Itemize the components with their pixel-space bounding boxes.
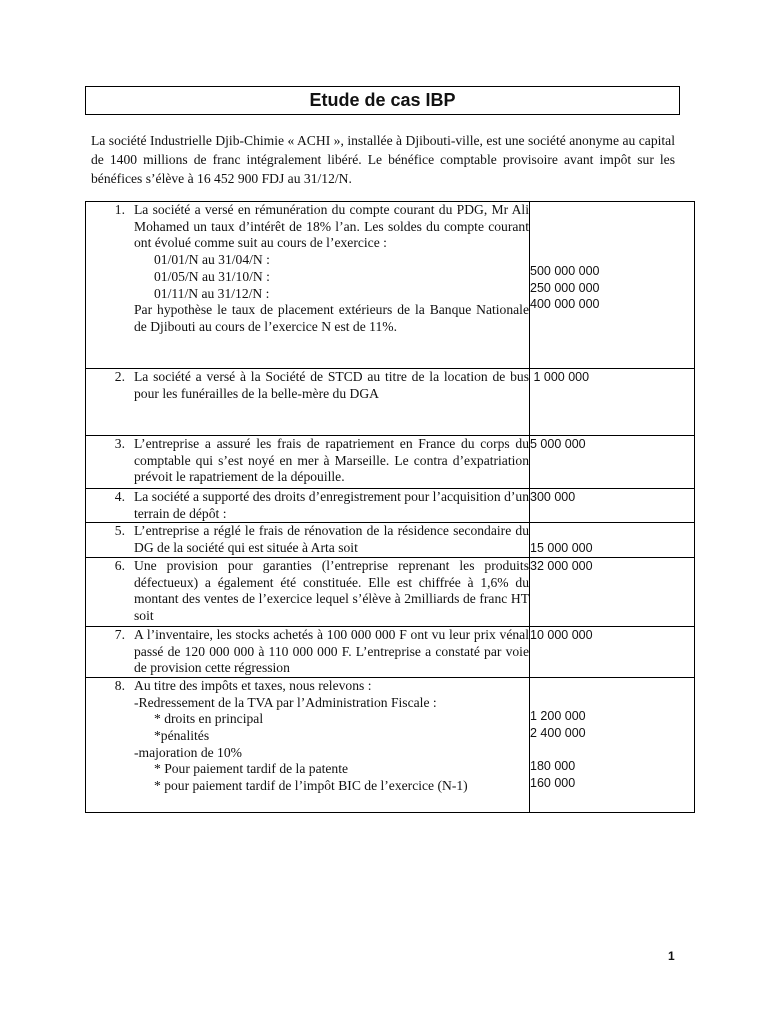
table-row xyxy=(86,489,695,523)
table-row xyxy=(86,436,695,489)
item-description xyxy=(86,489,530,523)
item-amount: 32 000 000 xyxy=(530,557,695,626)
tax-line: * pour paiement tardif de l’impôt BIC de l’exercice (N-1) xyxy=(154,778,468,794)
item-text: La société a versé en rémunération du compte courant du PDG, Mr Ali Mohamed un taux d’intérêt de 18% l’an. Les soldes du compte courant ont évolué comme suit au cours de l’exercice : xyxy=(134,202,529,251)
item-number: 4. xyxy=(114,489,125,504)
tax-line: * Pour paiement tardif de la patente xyxy=(154,761,349,777)
item-description xyxy=(86,523,530,557)
item-text: Par hypothèse le taux de placement extérieurs de la Banque Nationale de Djibouti au cours de l’exercice N est de 11%. xyxy=(134,302,529,334)
table-row xyxy=(86,523,695,557)
amount-line: 15 000 000 xyxy=(530,541,593,556)
period-line: 01/05/N au 31/10/N : xyxy=(154,268,270,284)
item-text: -majoration de 10% xyxy=(134,744,242,760)
case-table xyxy=(85,201,695,813)
item-text: Une provision pour garanties (l’entreprise reprenant les produits défectueux) a également été constituée. Elle est chiffrée à 1,6% du montant des ventes de l’exercice lequel s’élève à 2milliards de franc HT soit xyxy=(134,557,529,623)
item-amount xyxy=(530,523,695,557)
item-amount: 10 000 000 xyxy=(530,626,695,677)
item-description xyxy=(86,677,530,812)
page-title: Etude de cas IBP xyxy=(85,86,680,115)
item-amount xyxy=(530,202,695,369)
item-amount: 300 000 xyxy=(530,489,695,523)
amount-line: 400 000 000 xyxy=(530,297,600,312)
item-text: L’entreprise a réglé le frais de rénovation de la résidence secondaire du DG de la société qui est située à Arta soit xyxy=(134,523,529,556)
table-row xyxy=(86,202,695,369)
item-description xyxy=(86,202,530,369)
tax-line: *pénalités xyxy=(154,728,210,744)
item-number: 6. xyxy=(114,557,125,573)
table-row xyxy=(86,557,695,626)
item-number: 5. xyxy=(114,523,125,539)
item-number: 2. xyxy=(114,369,125,384)
item-description xyxy=(86,557,530,626)
item-number: 8. xyxy=(114,677,125,693)
amount-line: 250 000 000 xyxy=(530,280,600,295)
intro-paragraph: La société Industrielle Djib-Chimie « ACHI », installée à Djibouti-ville, est une société anonyme au capital de 1400 millions de franc intégralement libéré. Le bénéfice comptable provisoire avant impôt sur les bénéfices s’élève à 16 452 900 FDJ au 31/12/N. xyxy=(91,133,675,186)
amount-line: 1 200 000 xyxy=(530,708,586,723)
item-description xyxy=(86,626,530,677)
item-text: La société a versé à la Société de STCD au titre de la location de bus pour les funérailles de la belle-mère du DGA xyxy=(134,369,529,401)
amount-line: 2 400 000 xyxy=(530,725,586,740)
period-line: 01/01/N au 31/04/N : xyxy=(154,252,270,268)
item-amount xyxy=(530,677,695,812)
amount-line: 180 000 xyxy=(530,759,576,774)
item-text: La société a supporté des droits d’enregistrement pour l’acquisition d’un terrain de dépôt : xyxy=(134,489,529,521)
period-line: 01/11/N au 31/12/N : xyxy=(154,285,270,301)
item-number: 7. xyxy=(114,626,125,642)
page-number: 1 xyxy=(668,949,675,963)
item-text: Au titre des impôts et taxes, nous relevons : xyxy=(134,677,372,693)
amount-line: 500 000 000 xyxy=(530,264,600,278)
item-description xyxy=(86,369,530,436)
item-number: 3. xyxy=(114,436,125,451)
table-row xyxy=(86,677,695,812)
amount-line: 160 000 xyxy=(530,775,576,790)
table-row xyxy=(86,626,695,677)
item-text: -Redressement de la TVA par l’Administration Fiscale : xyxy=(134,694,437,710)
item-text: A l’inventaire, les stocks achetés à 100 000 000 F ont vu leur prix vénal passé de 120 000 000 à 110 000 000 F. L’entreprise a constaté par voie de provision cette régression xyxy=(134,626,529,676)
table-row xyxy=(86,369,695,436)
item-amount: 1 000 000 xyxy=(530,369,695,436)
tax-line: * droits en principal xyxy=(154,711,264,727)
item-number: 1. xyxy=(114,202,125,217)
item-amount: 5 000 000 xyxy=(530,436,695,489)
item-text: L’entreprise a assuré les frais de rapatriement en France du corps du comptable qui s’est noyé en mer à Marseille. Le contra d’expatriation prévoit le rapatriement de la dépouille. xyxy=(134,436,529,485)
item-description xyxy=(86,436,530,489)
